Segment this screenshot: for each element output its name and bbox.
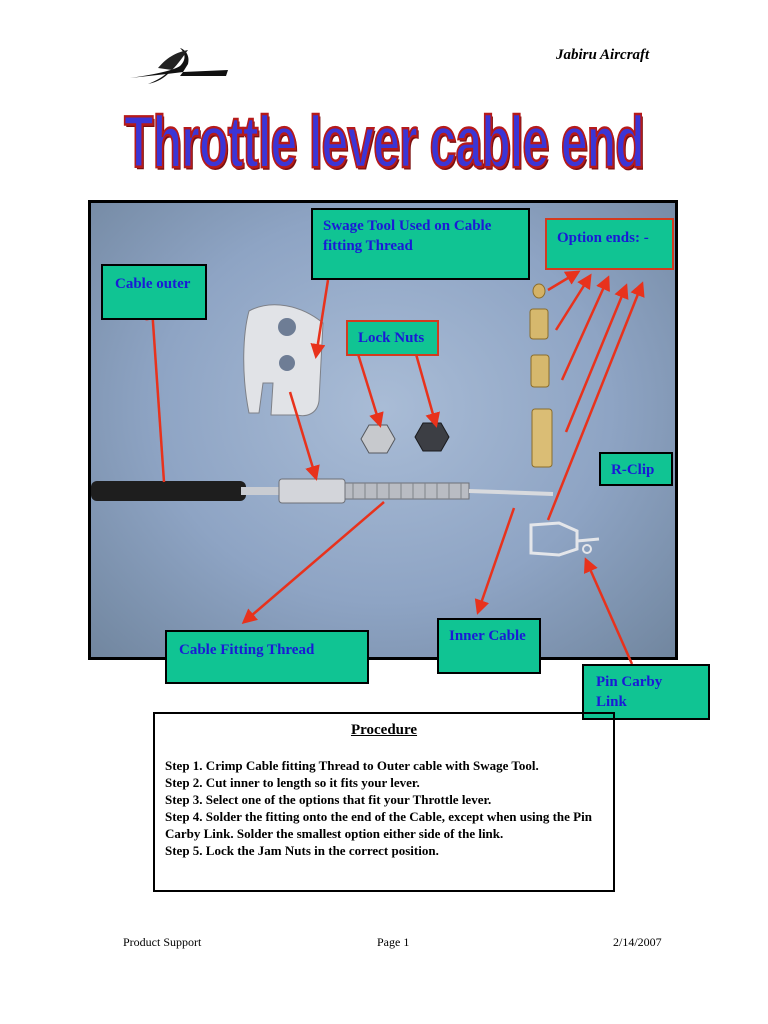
label-swage-tool: Swage Tool Used on Cable fitting Thread [311, 208, 530, 280]
jabiru-logo [128, 46, 238, 86]
lock-nut-2 [415, 423, 449, 451]
procedure-title: Procedure [350, 722, 418, 738]
label-r-clip: R-Clip [599, 452, 673, 486]
procedure-step-2: Step 2. Cut inner to length so it fits your lever. [165, 775, 420, 790]
procedure-step-3: Step 3. Select one of the options that fit your Throttle lever. [165, 792, 492, 807]
procedure-box [153, 712, 615, 892]
option-end-2 [530, 309, 548, 339]
procedure-step-1: Step 1. Crimp Cable fitting Thread to Outer cable with Swage Tool. [165, 758, 539, 773]
option-end-1 [533, 284, 545, 298]
label-cable-fitting-thread: Cable Fitting Thread [165, 630, 369, 684]
company-name: Jabiru Aircraft [556, 47, 650, 63]
lock-nut-1 [361, 425, 395, 453]
ferrule-part [279, 479, 345, 503]
option-end-4 [532, 409, 552, 467]
pin-carby-link-part [531, 523, 599, 555]
label-inner-cable: Inner Cable [437, 618, 541, 674]
label-option-ends: Option ends: - [545, 218, 674, 270]
label-cable-outer: Cable outer [101, 264, 207, 320]
cable-outer-part [91, 481, 246, 501]
procedure-step-4: Step 4. Solder the fitting onto the end of the Cable, except when using the Pin Carby Link. Solder the smallest option either side of the link. [165, 809, 592, 841]
label-lock-nuts: Lock Nuts [346, 320, 439, 356]
inner-cable-part [469, 491, 553, 494]
footer-page-number: Page 1 [377, 935, 410, 949]
label-pin-carby-link: Pin Carby Link [582, 664, 710, 720]
page-title: Throttle lever cable end [124, 101, 644, 183]
footer-date: 2/14/2007 [613, 935, 662, 949]
footer-left: Product Support [123, 935, 202, 949]
thread-part [345, 483, 469, 499]
option-end-3 [531, 355, 549, 387]
procedure-step-5: Step 5. Lock the Jam Nuts in the correct position. [165, 843, 439, 858]
